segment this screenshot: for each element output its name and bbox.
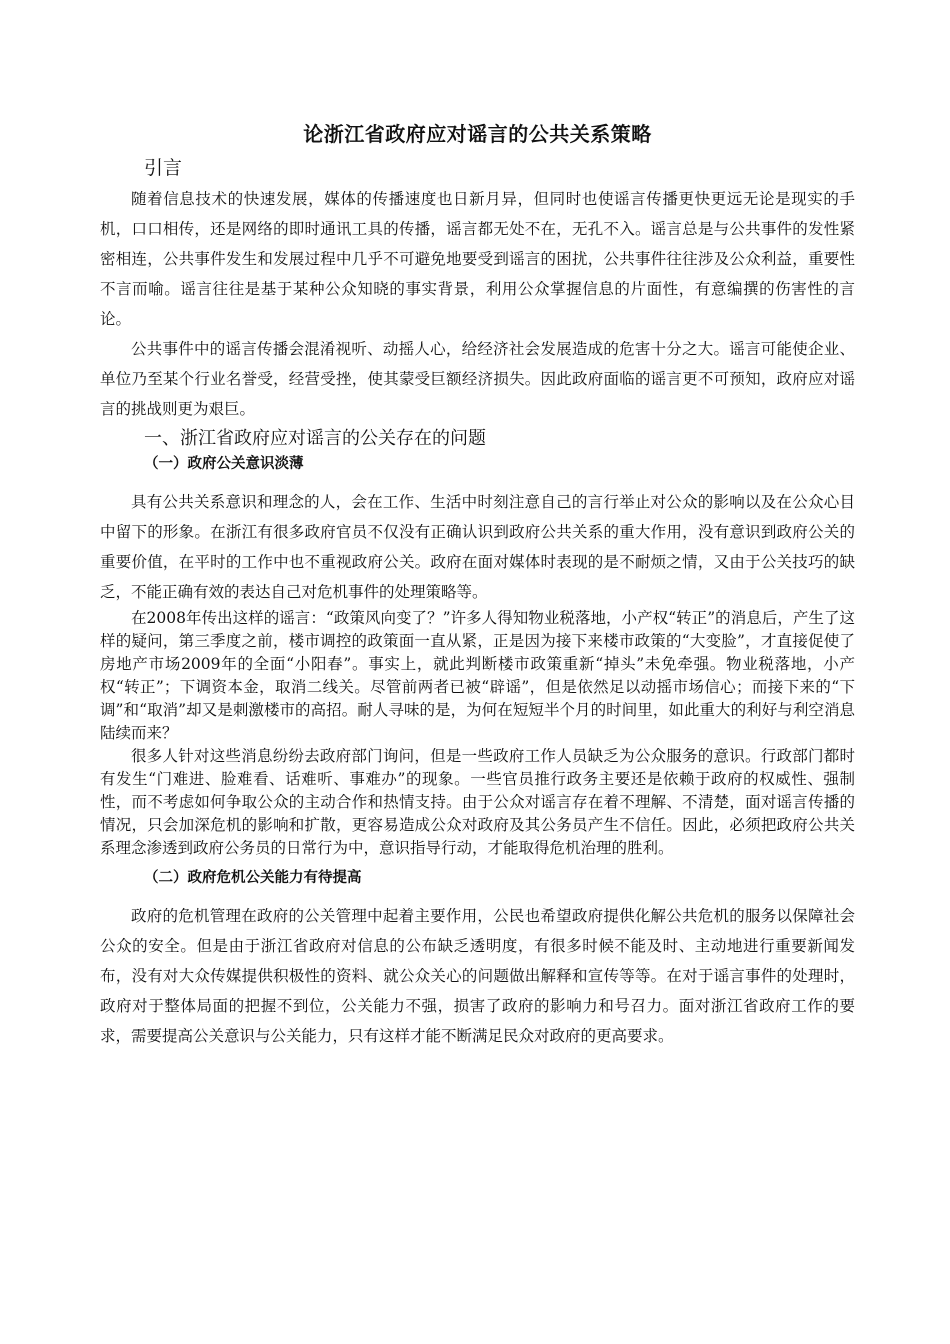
- intro-heading: 引言: [144, 157, 183, 179]
- subsection-1-paragraph-2: 在2008年传出这样的谣言：“政策风向变了？”许多人得知物业税落地，小产权“转正”的消息后，产生了这样的疑问，第三季度之前，楼市调控的政策面一直从紧，正是因为接下来楼市政策的“大变脸”，才直接促使了房地产市场2009年的全面“小阳春”。事实上，就此判断楼市政策重新“掉头”未免牵强。物业税落地，小产权“转正”；下调资本金，取消二线关。尽管前两者已被“辟谣”，但是依然足以动摇市场信心；而接下来的“下调”和“取消”却又是刺激楼市的高招。耐人寻味的是，为何在短短半个月的时间里，如此重大的利好与利空消息陆续而来？: [100, 609, 855, 742]
- subsection-1-paragraph-1: 具有公共关系意识和理念的人，会在工作、生活中时刻注意自己的言行举止对公众的影响以及在公众心目中留下的形象。在浙江有很多政府官员不仅没有正确认识到政府公共关系的重大作用，没有意识到政府公关的重要价值，在平时的工作中也不重视政府公关。政府在面对媒体时表现的是不耐烦之情，又由于公关技巧的缺乏，不能正确有效的表达自己对危机事件的处理策略等。: [100, 493, 855, 601]
- subsection-1-heading: （一）政府公关意识淡薄: [144, 456, 304, 472]
- document-title: 论浙江省政府应对谣言的公共关系策略: [303, 122, 652, 146]
- subsection-2-paragraph-1: 政府的危机管理在政府的公关管理中起着主要作用，公民也希望政府提供化解公共危机的服务以保障社会公众的安全。但是由于浙江省政府对信息的公布缺乏透明度，有很多时候不能及时、主动地进行重要新闻发布，没有对大众传媒提供积极性的资料、就公众关心的问题做出解释和宣传等等。在对于谣言事件的处理时，政府对于整体局面的把握不到位，公关能力不强，损害了政府的影响力和号召力。面对浙江省政府工作的要求，需要提高公关意识与公关能力，只有这样才能不断满足民众对政府的更高要求。: [100, 907, 855, 1045]
- intro-paragraph-2: 公共事件中的谣言传播会混淆视听、动摇人心，给经济社会发展造成的危害十分之大。谣言可能使企业、单位乃至某个行业名誉受，经营受挫，使其蒙受巨额经济损失。因此政府面临的谣言更不可预知，政府应对谣言的挑战则更为艰巨。: [100, 340, 855, 418]
- subsection-1-paragraph-3: 很多人针对这些消息纷纷去政府部门询问，但是一些政府工作人员缺乏为公众服务的意识。行政部门都时有发生“门难进、脸难看、话难听、事难办”的现象。一些官员推行政务主要还是依赖于政府的权威性、强制性，而不考虑如何争取公众的主动合作和热情支持。由于公众对谣言存在着不理解、不清楚，面对谣言传播的情况，只会加深危机的影响和扩散，更容易造成公众对政府及其公务员产生不信任。因此，必须把政府公共关系理念渗透到政府公务员的日常行为中，意识指导行动，才能取得危机治理的胜利。: [100, 747, 855, 857]
- intro-paragraph-1: 随着信息技术的快速发展，媒体的传播速度也日新月异，但同时也使谣言传播更快更远无论是现实的手机，口口相传，还是网络的即时通讯工具的传播，谣言都无处不在，无孔不入。谣言总是与公共事件的发性紧密相连，公共事件发生和发展过程中几乎不可避免地要受到谣言的困扰，公共事件往往涉及公众利益，重要性不言而喻。谣言往往是基于某种公众知晓的事实背景，利用公众掌握信息的片面性，有意编撰的伤害性的言论。: [100, 190, 855, 328]
- subsection-2-heading: （二）政府危机公关能力有待提高: [144, 870, 362, 886]
- document-page: [100, 118, 855, 1051]
- section-1-heading: 一、浙江省政府应对谣言的公关存在的问题: [144, 428, 486, 449]
